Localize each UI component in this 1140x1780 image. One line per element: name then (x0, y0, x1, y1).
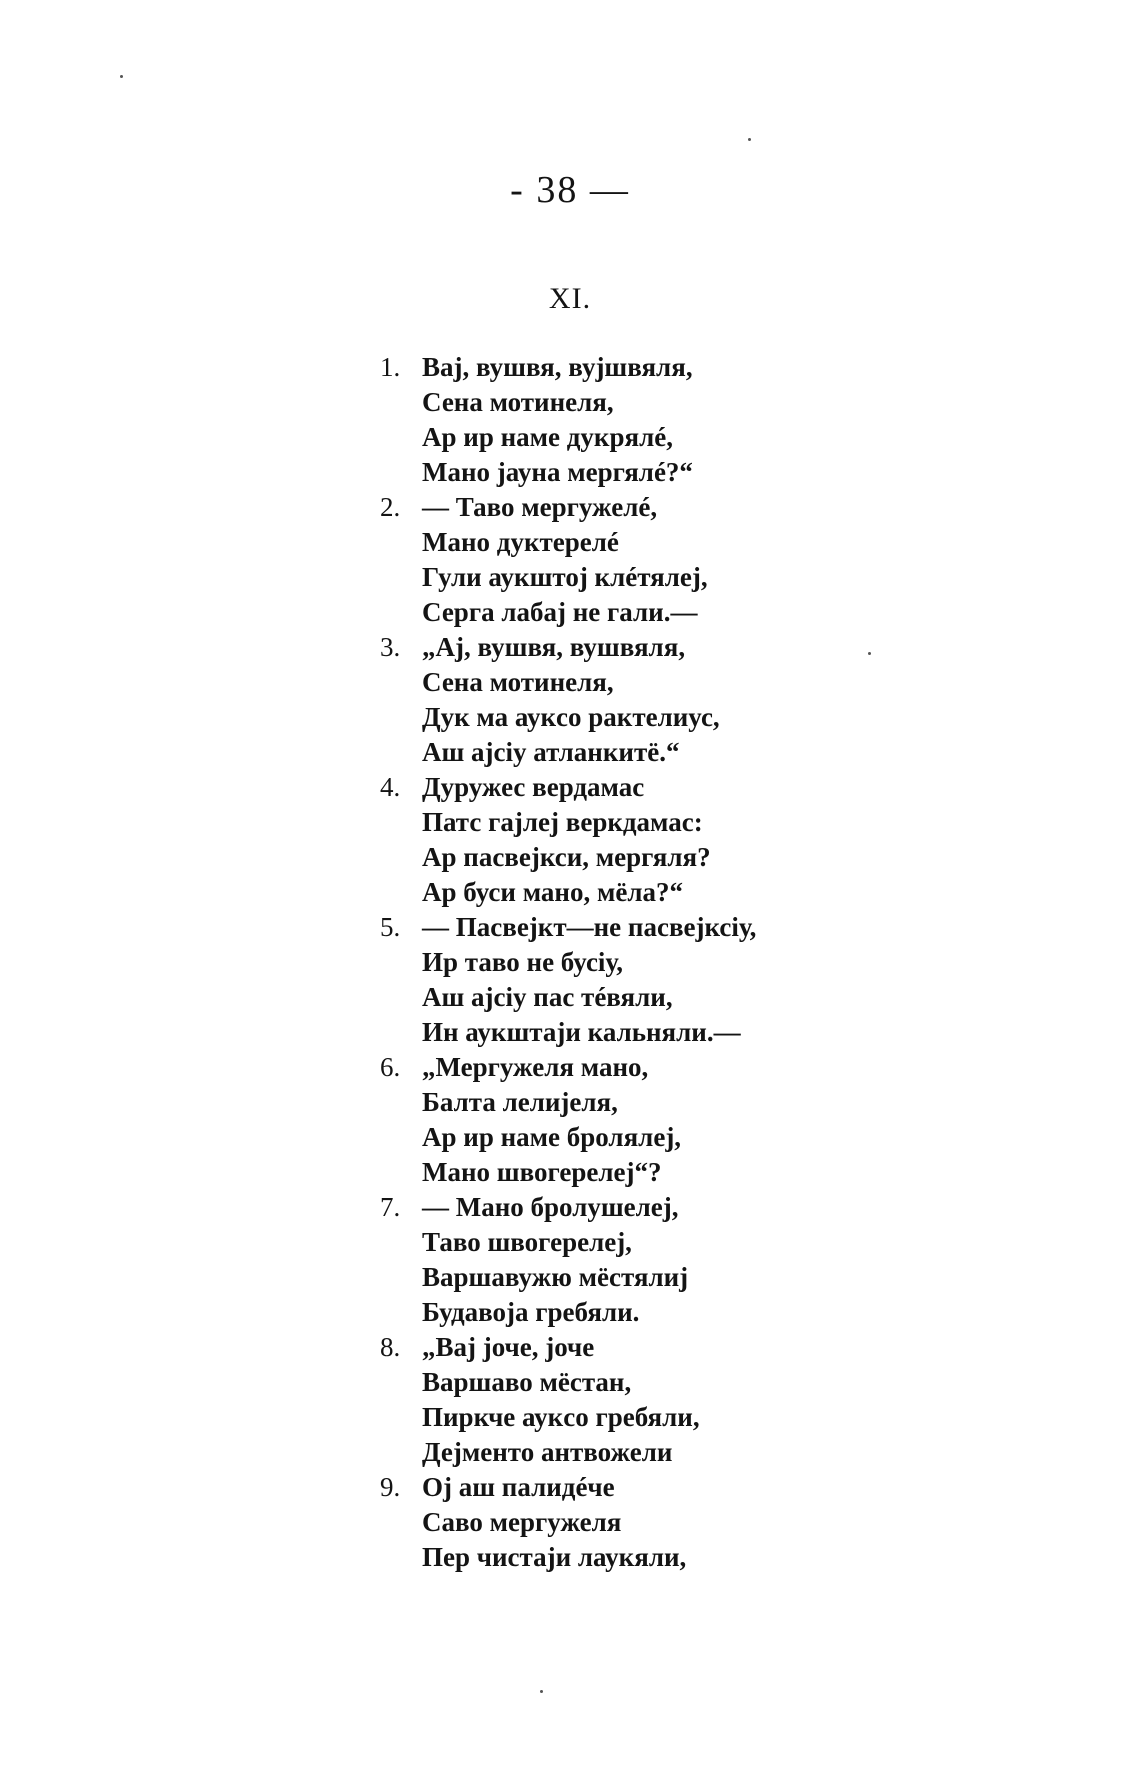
stanza-number: 8. (380, 1332, 401, 1362)
poem-line (380, 1190, 1100, 1225)
poem-line (380, 1505, 1100, 1540)
poem-line-text: Пиркче аукcо гребяли, (422, 1402, 700, 1432)
poem-line-text: Ар пасвејкси, мергяля? (422, 842, 711, 872)
poem-line-text: Аш ајсiу атланкитё.“ (422, 737, 680, 767)
poem-line-text: Варшавужю мёстялиј (422, 1262, 689, 1292)
stanza-number: 6. (380, 1052, 401, 1082)
poem-line (380, 1435, 1100, 1470)
poem-line (380, 1330, 1100, 1365)
poem-line (380, 1225, 1100, 1260)
poem-line-text: Сена мотинеля, (422, 387, 614, 417)
poem-line-text: Таво швогерелеј, (422, 1227, 632, 1257)
poem-line-text: — Мано бролушелеј, (422, 1192, 679, 1222)
poem-line-text: „Ај, вушвя, вушвяля, (422, 632, 686, 662)
poem-line (380, 560, 1100, 595)
poem-line (380, 350, 1100, 385)
poem-line (380, 1540, 1100, 1575)
poem-line-text: Дуружес вердамас (422, 772, 645, 802)
poem-line (380, 805, 1100, 840)
poem (380, 350, 1100, 1575)
poem-line-text: Вај, вушвя, вујшвяля, (422, 352, 693, 382)
poem-line (380, 875, 1100, 910)
stanza-number: 7. (380, 1192, 401, 1222)
page-number: - 38 — (510, 169, 630, 211)
poem-line-text: Будавоја гребяли. (422, 1297, 640, 1327)
poem-line-text: — Пасвејкт—не пасвејксiу, (422, 912, 757, 942)
poem-line-text: Дејменто антвожели (422, 1437, 673, 1467)
poem-line-text: Дук ма аукcо рактелиус, (422, 702, 720, 732)
stanza-number: 9. (380, 1472, 401, 1502)
poem-line (380, 525, 1100, 560)
poem-line-text: Ин аукштаји кальняли.— (422, 1017, 741, 1047)
poem-line (380, 1260, 1100, 1295)
poem-line-text: Ир таво не бусiу, (422, 947, 623, 977)
poem-line (380, 385, 1100, 420)
poem-line-text: Балта лелијеля, (422, 1087, 618, 1117)
poem-line (380, 665, 1100, 700)
poem-line-text: Гули аукштој клéтялеј, (422, 562, 708, 592)
poem-line (380, 910, 1100, 945)
poem-line (380, 945, 1100, 980)
poem-line (380, 630, 1100, 665)
poem-line (380, 490, 1100, 525)
stanza-number: 4. (380, 772, 401, 802)
poem-line (380, 1120, 1100, 1155)
poem-line (380, 1155, 1100, 1190)
poem-line (380, 700, 1100, 735)
paper-speck (868, 652, 871, 655)
poem-line (380, 455, 1100, 490)
poem-line-text: Пер чистаји лаукяли, (422, 1542, 687, 1572)
section-title: XI. (548, 282, 592, 315)
poem-line-text: Ар ир наме бролялеј, (422, 1122, 682, 1152)
poem-line-text: „Мергужеля мано, (422, 1052, 649, 1082)
stanza-number: 3. (380, 632, 401, 662)
poem-line-text: Ој аш палидéче (422, 1472, 615, 1502)
stanza-number: 1. (380, 352, 401, 382)
stanza-number: 2. (380, 492, 401, 522)
poem-line-text: Ар ир наме дукрялé, (422, 422, 673, 452)
poem-line-text: Мано швогерелеј“? (422, 1157, 662, 1187)
poem-line (380, 1050, 1100, 1085)
paper-speck (120, 75, 123, 78)
poem-line (380, 770, 1100, 805)
poem-line (380, 420, 1100, 455)
poem-line-text: Сена мотинеля, (422, 667, 614, 697)
poem-line (380, 735, 1100, 770)
poem-line (380, 595, 1100, 630)
poem-line-text: Аш ајсiу пас тéвяли, (422, 982, 673, 1012)
poem-line-text: Варшаво мёстан, (422, 1367, 632, 1397)
poem-line-text: „Вај јоче, јоче (422, 1332, 595, 1362)
poem-line (380, 1085, 1100, 1120)
poem-line-text: Серга лабај не гали.— (422, 597, 698, 627)
poem-line (380, 1470, 1100, 1505)
poem-line (380, 1295, 1100, 1330)
poem-line (380, 840, 1100, 875)
poem-line-text: Ар буси мано, мёла?“ (422, 877, 683, 907)
poem-line-text: Саво мергужеля (422, 1507, 622, 1537)
paper-speck (540, 1690, 543, 1693)
poem-line-text: Патс гајлеј веркдамас: (422, 807, 703, 837)
poem-line-text: Мано јауна мергялé?“ (422, 457, 693, 487)
poem-line-text: Мано дуктерелé (422, 527, 619, 557)
poem-line-text: — Таво мергужелé, (422, 492, 658, 522)
paper-speck (748, 138, 751, 141)
stanza-number: 5. (380, 912, 401, 942)
poem-line (380, 1365, 1100, 1400)
poem-line (380, 980, 1100, 1015)
poem-line (380, 1015, 1100, 1050)
poem-line (380, 1400, 1100, 1435)
